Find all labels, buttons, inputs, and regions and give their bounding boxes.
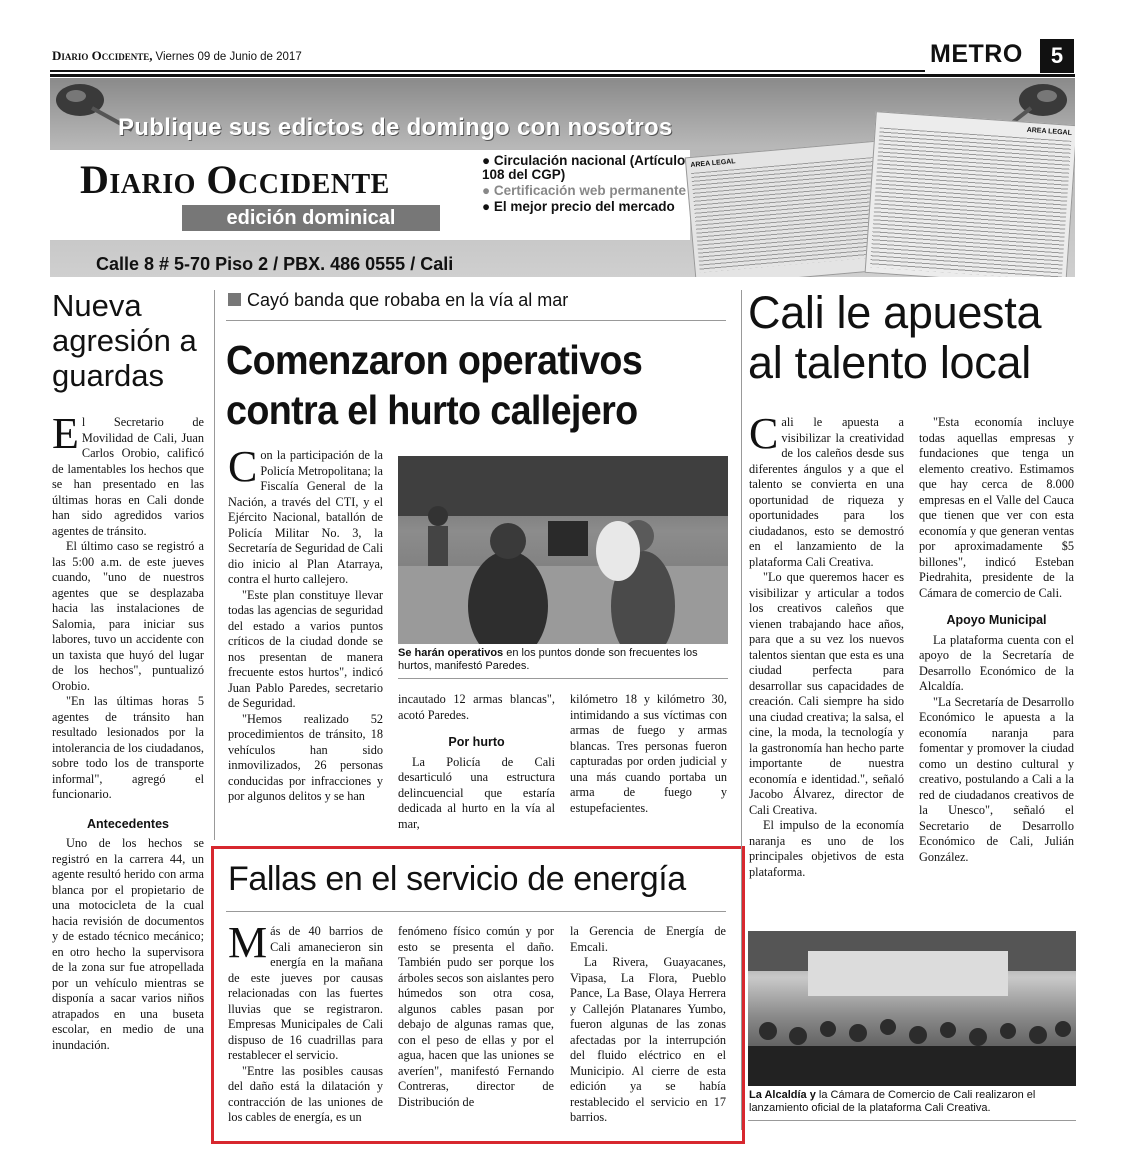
dropcap: M — [228, 918, 268, 967]
article-box-col2: fenómeno físico común y por esto se presenta el daño. También pudo ser porque los árboles secos son aislantes pero húmedos son otra cosa, algunos cables pasan por debajo de algunas ramas que, con el peso de ellas y por el agua, hacen que las uniones se averíen", manifestó Fernando Contreras, director de Distribución de — [398, 924, 554, 1109]
article-left-body: El Secretario de Movilidad de Cali, Juan Carlos Orobio, calificó de lamentables los hechos que se han presentado en las últimas horas en Cali donde han sido agredidos varios agentes de tránsito. El último caso se registró a las 5:00 a.m. de este jueves cuando, "uno de nuestros agentes que se desplazaba hacia las instalaciones de Salomia, para iniciar sus labores, tuvo un accidente con un taxista que huyó del lugar de los hechos", puntualizó Orobio. "En las últimas horas 5 agentes de tránsito han resultado lesionados por la intolerancia de los ciudadanos, sobre todo los de transporte informal", agregó el funcionario. Antecedentes Uno de los hechos se registró en la carrera 44, un agente resultó herido con arma blanca por el propietario de una motocicleta de la cual hacia revisión de documentos y de estado técnico mecánico; en otro hecho la supervisora de la zona sur fue atropellada por un vehículo mientras se disponía a sacar varios niños atrapados en una buseta escolar, en medio de una inundación. — [52, 409, 204, 1052]
article-right-photo — [748, 931, 1076, 1086]
article-center-caption: Se harán operativos en los puntos donde son frecuentes los hurtos, manifestó Paredes. — [398, 647, 698, 672]
paper-name: Diario Occidente, — [52, 48, 153, 63]
legal-document-image: AREA LEGAL — [685, 139, 908, 277]
ad-bullet: ● Circulación nacional (Artículo 108 del CGP) — [482, 153, 686, 182]
kicker-square-icon — [228, 293, 241, 306]
article-center-col3: kilómetro 18 y kilómetro 30, intimidando a sus víctimas con armas de fuego y armas blancas. Tres personas fueron capturadas por orden judicial y una más cuando portaba un arma de fuego y estupefacientes. — [570, 692, 727, 815]
subhead: Por hurto — [448, 735, 505, 749]
masthead-line — [52, 48, 302, 64]
article-box-col3: la Gerencia de Energía de Emcali. La Rivera, Guayacanes, Vipasa, La Flora, Pueblo Pance, La Base, Olaya Herrera y Callejón Platanares Yumbo, fueron algunas de las zonas afectadas por la interrupción del fluido eléctrico en el Municipio. Al cierre de esta edición ya se había restablecido el servicio en 17 barrios. — [570, 924, 726, 1124]
subhead: Apoyo Municipal — [946, 613, 1047, 627]
section-label: METRO — [930, 40, 1023, 68]
article-left-title: Nueva agresión a guardas — [52, 288, 197, 393]
header-rule — [50, 70, 925, 72]
subhead: Antecedentes — [87, 816, 169, 831]
dropcap: C — [749, 409, 779, 458]
ad-bullets — [482, 154, 692, 214]
ad-address: Calle 8 # 5-70 Piso 2 / PBX. 486 0555 / Cali — [96, 254, 454, 274]
article-center-kicker: Cayó banda que robaba en la vía al mar — [228, 290, 568, 311]
box-title-rule — [226, 911, 726, 912]
column-rule — [214, 290, 215, 840]
article-center-col2: incautado 12 armas blancas", acotó Paredes. Por hurto La Policía de Cali desarticuló una estructura delincuencial que estaría dedicada al hurto en la vía al mar, — [398, 692, 555, 831]
article-box-title: Fallas en el servicio de energía — [228, 860, 686, 898]
kicker-rule — [226, 320, 726, 321]
article-center-col1: Con la participación de la Policía Metropolitana; la Fiscalía General de la Nación, a través del CTI, y el Ejército Nacional, batallón de Policía Militar No. 3, la Secretaría de Seguridad de Cali dio inicio al Plan Atarraya, contra el hurto callejero. "Este plan constituye llevar todas las agencias de seguridad del estado a varios puntos críticos de la ciudad donde se nos presentan de manera frecuente estos hurtos", indicó Juan Pablo Paredes, secretario de Seguridad. "Hemos realizado 52 procedimientos de tránsito, 18 vehículos han sido inmovilizados, 26 personas conducidas por infracciones y por algunos delitos y se han — [228, 442, 384, 803]
page-number-box — [1040, 39, 1074, 73]
article-right-caption: La Alcaldía y la Cámara de Comercio de Cali realizaron el lanzamiento oficial de la plataforma Cali Creativa. — [749, 1089, 1036, 1114]
article-right-col2: "Esta economía incluye todas aquellas empresas y fundaciones que tenga un elemento creativo. Estimamos que hay cerca de 8.000 empresas en el Valle del Cauca que tienen que ver con esta economía y que generan ventas por aproximadamente $5 billones", indicó Esteban Piedrahita, presidente de la Cámara de comercio de Cali. Apoyo Municipal La plataforma cuenta con el apoyo de la Secretaría de Desarrollo Económico de la Alcaldía. "La Secretaría de Desarrollo Económico le apuesta a la economía naranja para fomentar y promover la ciudad como un destino cultural y creativo, postulando a Cali a la red de ciudadanos creativos de la Unesco", señaló el Secretario de Desarrollo Económico de Cali, Julián González. — [919, 415, 1074, 864]
ad-brand: Diario Occidente — [80, 157, 390, 202]
dropcap: C — [228, 442, 258, 491]
caption-rule — [748, 1120, 1076, 1121]
column-rule — [741, 290, 742, 1130]
ad-bullet: ● Certificación web permanente — [482, 183, 686, 198]
article-box-col1: Más de 40 barrios de Cali amanecieron sin energía en la mañana de este jueves por causas relacionadas con las fuertes lluvias que se registraron. Empresas Municipales de Cali dispuso de 16 cuadrillas para restablecer el servicio. "Entre las posibles causas del daño está la dilatación y contracción de las uniones de los cables de energía, es un — [228, 918, 383, 1124]
article-center-title: Comenzaron operativos contra el hurto callejero — [226, 337, 643, 433]
header-rule-bottom — [50, 74, 1075, 77]
ad-banner — [50, 78, 1075, 277]
article-right-col1: Cali le apuesta a visibilizar la creatividad de los caleños desde sus diferentes ángulos y a que el talento se convierta en una oportunidad de riqueza y oportunidades para los ciudadanos, esto se demostró en el lanzamiento de la plataforma Cali Creativa. "Lo que queremos hacer es visibilizar y articular a todos los creativos caleños que vienen trabajando hace años, para que a su vez los nuevos talentos sientan que esta es una ciudad perfecta para desarrollar sus capacidades de creación. Cali siempre ha sido una ciudad creativa; la salsa, el cine, la moda, la tecnología y la gastronomía han hecho parte importante de nuestra economía e identidad.", señaló Jacobo Álvarez, director de Cali Creativa. El impulso de la economía naranja es uno de los principales objetivos de esta plataforma. — [749, 409, 904, 879]
page-number: 5 — [1050, 43, 1064, 68]
ad-edition-box — [182, 205, 440, 231]
caption-rule — [398, 678, 728, 679]
ad-bullet: ● El mejor precio del mercado — [482, 199, 675, 214]
ad-headline: Publique sus edictos de domingo con nosotros — [118, 114, 673, 141]
ad-edition: edición dominical — [226, 207, 396, 229]
dropcap: E — [52, 409, 79, 458]
issue-date: Viernes 09 de Junio de 2017 — [155, 51, 302, 63]
article-right-title: Cali le apuesta al talento local — [748, 287, 1042, 388]
legal-document-image: AREA LEGAL — [865, 111, 1075, 277]
article-center-photo — [398, 456, 728, 644]
